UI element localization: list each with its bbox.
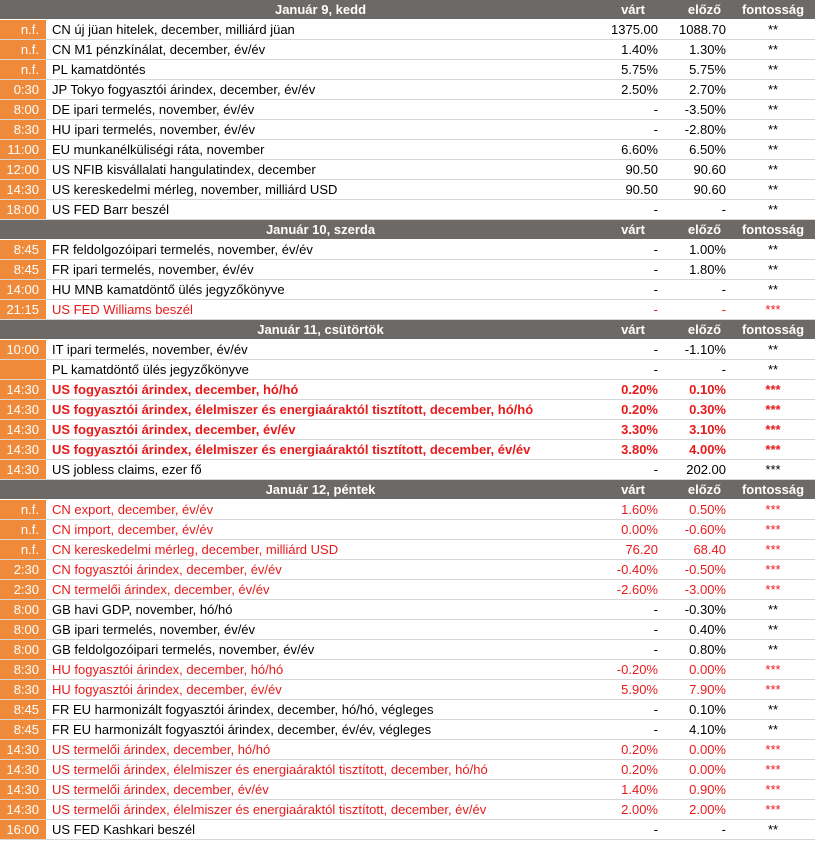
event-importance: *** [765,782,781,797]
event-name: HU MNB kamatdöntő ülés jegyzőkönyve [52,282,285,297]
table-row [0,540,815,560]
column-header-importance: fontosság [741,2,805,17]
table-row [0,460,815,480]
column-header-previous: előző [687,222,722,237]
event-name: CN fogyasztói árindex, december, év/év [52,562,282,577]
event-importance: *** [765,802,781,817]
table-row [0,620,815,640]
event-expected: - [653,102,658,117]
event-name: GB feldolgozóipari termelés, november, év/év [52,642,315,657]
event-time: 2:30 [0,580,47,599]
event-importance: *** [765,662,781,677]
event-time: 8:30 [0,660,47,679]
event-name: US termelői árindex, élelmiszer és energiaáraktól tisztított, december, hó/hó [52,762,488,777]
event-importance: ** [767,22,779,37]
event-expected: 0.20% [621,402,658,417]
table-row [0,340,815,360]
table-row [0,80,815,100]
event-previous: 1.30% [689,42,726,57]
column-header-importance: fontosság [741,482,805,497]
event-expected: - [653,362,658,377]
event-previous: - [721,822,726,837]
header-time-spacer [0,0,47,19]
event-expected: 5.90% [621,682,658,697]
event-previous: 0.00% [689,762,726,777]
event-importance: ** [767,282,779,297]
event-importance: *** [765,422,781,437]
event-previous: -0.30% [684,602,726,617]
event-name: CN export, december, év/év [52,502,214,517]
event-time: n.f. [0,540,47,559]
event-expected: -2.60% [616,582,658,597]
table-row [0,300,815,320]
event-importance: *** [765,562,781,577]
table-row [0,640,815,660]
event-time: 8:45 [0,720,47,739]
event-time: 16:00 [0,820,47,839]
event-expected: -0.40% [616,562,658,577]
table-row [0,280,815,300]
column-header-expected: várt [621,322,645,337]
event-time: 8:45 [0,240,47,259]
table-row [0,360,815,380]
event-previous: - [721,362,726,377]
event-importance: *** [765,442,781,457]
column-header-previous: előző [687,482,722,497]
event-expected: -0.20% [616,662,658,677]
event-importance: ** [767,82,779,97]
event-name: PL kamatdöntő ülés jegyzőkönyve [52,362,249,377]
event-previous: 0.80% [689,642,726,657]
event-name: HU fogyasztói árindex, december, hó/hó [52,662,284,677]
event-name: US fogyasztói árindex, élelmiszer és energiaáraktól tisztított, december, hó/hó [52,402,534,417]
table-row [0,440,815,460]
event-time: 21:15 [0,300,47,319]
event-previous: 4.10% [689,722,726,737]
event-time: 10:00 [0,340,47,359]
table-row [0,680,815,700]
event-name: CN M1 pénzkínálat, december, év/év [52,42,266,57]
event-expected: 0.20% [621,742,658,757]
event-time: 8:00 [0,640,47,659]
event-importance: ** [767,42,779,57]
event-previous: -2.80% [684,122,726,137]
event-name: US termelői árindex, december, év/év [52,782,269,797]
event-importance: *** [765,462,781,477]
table-row [0,700,815,720]
event-previous: 3.10% [689,422,726,437]
event-name: FR EU harmonizált fogyasztói árindex, december, év/év, végleges [52,722,432,737]
table-row [0,800,815,820]
event-name: GB havi GDP, november, hó/hó [52,602,233,617]
table-row [0,420,815,440]
event-time: 8:00 [0,100,47,119]
event-name: DE ipari termelés, november, év/év [52,102,255,117]
event-importance: ** [767,722,779,737]
event-importance: *** [765,402,781,417]
table-row [0,380,815,400]
event-previous: -1.10% [684,342,726,357]
event-time: n.f. [0,40,47,59]
event-time: 8:30 [0,680,47,699]
event-previous: 0.50% [689,502,726,517]
table-row [0,200,815,220]
event-expected: 2.00% [621,802,658,817]
event-importance: *** [765,582,781,597]
day-header [0,320,815,340]
event-importance: *** [765,302,781,317]
event-importance: ** [767,342,779,357]
event-time: 14:30 [0,440,47,459]
event-importance: ** [767,262,779,277]
event-time: 14:30 [0,180,47,199]
event-time: n.f. [0,520,47,539]
table-row [0,160,815,180]
event-time: 14:30 [0,460,47,479]
event-importance: ** [767,642,779,657]
event-time: 2:30 [0,560,47,579]
event-previous: 6.50% [689,142,726,157]
event-previous: 4.00% [689,442,726,457]
table-row [0,580,815,600]
event-time [0,360,47,379]
event-previous: -3.00% [684,582,726,597]
event-previous: 7.90% [689,682,726,697]
table-row [0,660,815,680]
event-importance: ** [767,702,779,717]
event-time: 14:30 [0,800,47,819]
event-previous: 0.00% [689,662,726,677]
event-previous: - [721,302,726,317]
event-expected: - [653,722,658,737]
event-name: JP Tokyo fogyasztói árindex, december, év/év [52,82,316,97]
event-name: FR EU harmonizált fogyasztói árindex, december, hó/hó, végleges [52,702,434,717]
event-time: 11:00 [0,140,47,159]
event-time: n.f. [0,20,47,39]
header-time-spacer [0,220,47,239]
event-name: FR feldolgozóipari termelés, november, év/év [52,242,313,257]
table-row [0,780,815,800]
day-title: Január 11, csütörtök [257,322,384,337]
table-row [0,720,815,740]
event-previous: 2.70% [689,82,726,97]
event-previous: 90.60 [693,182,726,197]
event-expected: 90.50 [625,162,658,177]
event-importance: ** [767,122,779,137]
event-previous: 202.00 [686,462,726,477]
event-expected: 90.50 [625,182,658,197]
table-row [0,560,815,580]
event-expected: 1.40% [621,782,658,797]
table-row [0,40,815,60]
event-expected: 0.00% [621,522,658,537]
event-importance: *** [765,762,781,777]
event-importance: ** [767,822,779,837]
event-name: CN import, december, év/év [52,522,214,537]
event-time: 8:30 [0,120,47,139]
event-importance: ** [767,142,779,157]
event-previous: -3.50% [684,102,726,117]
event-name: FR ipari termelés, november, év/év [52,262,254,277]
event-time: 8:45 [0,700,47,719]
event-expected: 3.80% [621,442,658,457]
event-importance: ** [767,242,779,257]
table-row [0,500,815,520]
event-expected: - [653,282,658,297]
column-header-importance: fontosság [741,222,805,237]
event-expected: - [653,122,658,137]
event-importance: *** [765,682,781,697]
event-name: GB ipari termelés, november, év/év [52,622,256,637]
table-row [0,100,815,120]
event-previous: 68.40 [693,542,726,557]
event-previous: 0.30% [689,402,726,417]
table-row [0,760,815,780]
event-previous: -0.60% [684,522,726,537]
event-previous: 0.10% [689,702,726,717]
table-row [0,600,815,620]
event-expected: - [653,642,658,657]
event-name: HU ipari termelés, november, év/év [52,122,256,137]
event-previous: 1.00% [689,242,726,257]
event-time: 14:30 [0,740,47,759]
event-expected: 1.60% [621,502,658,517]
event-name: US fogyasztói árindex, december, év/év [52,422,296,437]
day-header [0,0,815,20]
event-name: US fogyasztói árindex, december, hó/hó [52,382,299,397]
event-name: CN termelői árindex, december, év/év [52,582,270,597]
table-row [0,520,815,540]
event-previous: 0.90% [689,782,726,797]
event-previous: 0.00% [689,742,726,757]
table-row [0,140,815,160]
event-name: US FED Kashkari beszél [52,822,196,837]
event-previous: 0.10% [689,382,726,397]
event-expected: 76.20 [625,542,658,557]
event-previous: 90.60 [693,162,726,177]
column-header-previous: előző [687,322,722,337]
column-header-expected: várt [621,482,645,497]
event-time: 14:00 [0,280,47,299]
event-name: EU munkanélküliségi ráta, november [52,142,265,157]
header-time-spacer [0,480,47,499]
event-expected: 0.20% [621,762,658,777]
event-importance: ** [767,602,779,617]
event-name: US NFIB kisvállalati hangulatindex, december [52,162,316,177]
event-expected: - [653,342,658,357]
event-name: IT ipari termelés, november, év/év [52,342,248,357]
event-expected: 1.40% [621,42,658,57]
event-name: US kereskedelmi mérleg, november, milliárd USD [52,182,338,197]
event-expected: - [653,702,658,717]
event-name: US FED Barr beszél [52,202,170,217]
event-time: 12:00 [0,160,47,179]
event-expected: - [653,462,658,477]
table-row [0,120,815,140]
event-name: US jobless claims, ezer fő [52,462,202,477]
event-importance: *** [765,382,781,397]
day-title: Január 12, péntek [265,482,376,497]
table-row [0,60,815,80]
table-row [0,240,815,260]
event-importance: ** [767,182,779,197]
header-time-spacer [0,320,47,339]
event-name: CN új jüan hitelek, december, milliárd jüan [52,22,295,37]
event-time: 18:00 [0,200,47,219]
event-importance: *** [765,542,781,557]
event-previous: 1.80% [689,262,726,277]
event-importance: ** [767,162,779,177]
event-expected: - [653,262,658,277]
table-row [0,400,815,420]
event-expected: - [653,602,658,617]
event-importance: ** [767,62,779,77]
day-header [0,220,815,240]
event-time: n.f. [0,500,47,519]
event-time: 8:45 [0,260,47,279]
event-expected: 3.30% [621,422,658,437]
event-expected: - [653,202,658,217]
day-title: Január 10, szerda [265,222,376,237]
table-row [0,20,815,40]
day-title: Január 9, kedd [274,2,367,17]
event-previous: 2.00% [689,802,726,817]
table-row [0,180,815,200]
event-previous: - [721,202,726,217]
event-importance: ** [767,622,779,637]
event-expected: - [653,822,658,837]
event-name: US fogyasztói árindex, élelmiszer és energiaáraktól tisztított, december, év/év [52,442,531,457]
event-previous: 0.40% [689,622,726,637]
event-expected: - [653,302,658,317]
event-expected: 1375.00 [611,22,658,37]
event-importance: *** [765,742,781,757]
event-name: HU fogyasztói árindex, december, év/év [52,682,282,697]
table-row [0,820,815,840]
event-expected: - [653,622,658,637]
event-previous: 1088.70 [679,22,726,37]
event-expected: 2.50% [621,82,658,97]
event-expected: 6.60% [621,142,658,157]
table-row [0,260,815,280]
event-expected: 5.75% [621,62,658,77]
event-importance: *** [765,522,781,537]
event-expected: - [653,242,658,257]
event-name: US FED Williams beszél [52,302,193,317]
event-time: 14:30 [0,760,47,779]
event-previous: - [721,282,726,297]
event-time: 8:00 [0,600,47,619]
event-time: n.f. [0,60,47,79]
event-importance: *** [765,502,781,517]
event-name: US termelői árindex, élelmiszer és energiaáraktól tisztított, december, év/év [52,802,487,817]
event-previous: 5.75% [689,62,726,77]
column-header-expected: várt [621,2,645,17]
event-name: US termelői árindex, december, hó/hó [52,742,271,757]
event-importance: ** [767,362,779,377]
event-time: 8:00 [0,620,47,639]
event-expected: 0.20% [621,382,658,397]
event-name: PL kamatdöntés [52,62,146,77]
column-header-expected: várt [621,222,645,237]
event-importance: ** [767,102,779,117]
column-header-previous: előző [687,2,722,17]
event-time: 14:30 [0,420,47,439]
event-time: 14:30 [0,380,47,399]
event-importance: ** [767,202,779,217]
table-row [0,740,815,760]
event-time: 14:30 [0,780,47,799]
event-name: CN kereskedelmi mérleg, december, milliárd USD [52,542,339,557]
event-time: 0:30 [0,80,47,99]
day-header [0,480,815,500]
event-time: 14:30 [0,400,47,419]
column-header-importance: fontosság [741,322,805,337]
event-previous: -0.50% [684,562,726,577]
